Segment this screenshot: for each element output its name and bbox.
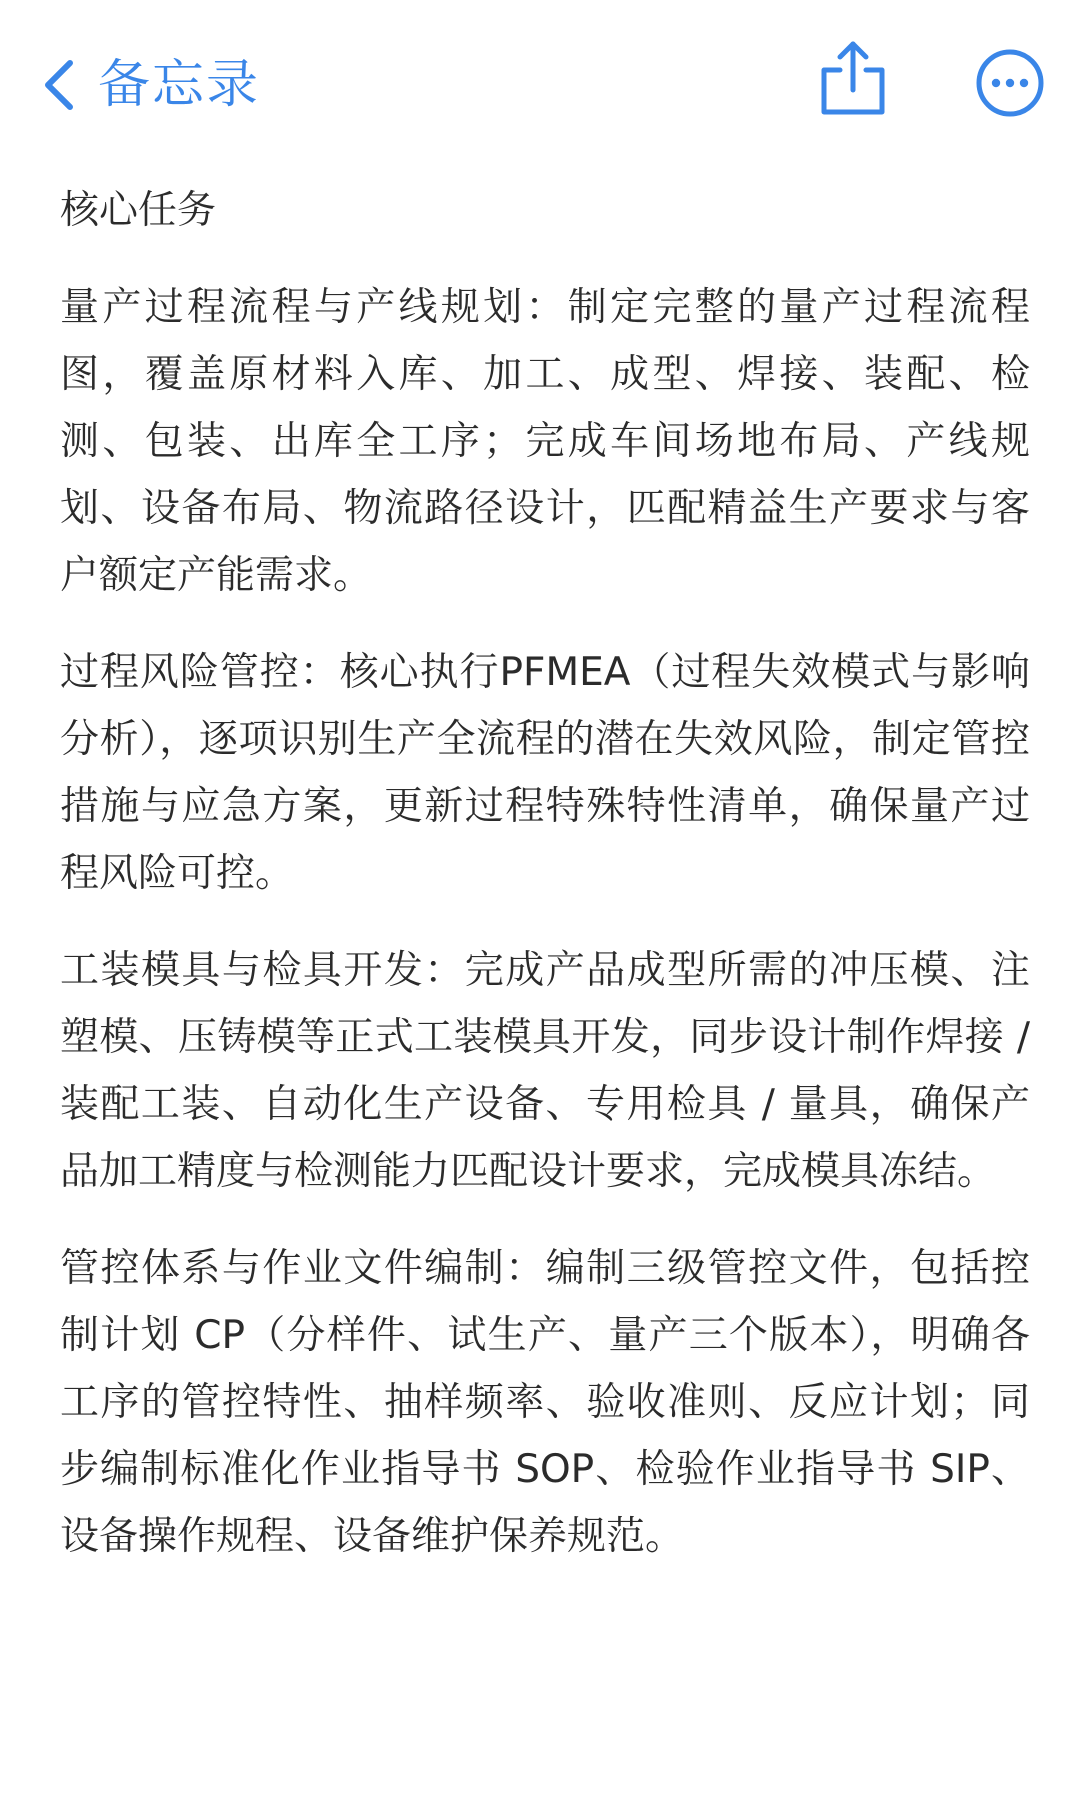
share-icon — [820, 40, 886, 116]
navigation-bar — [0, 0, 1080, 170]
note-title: 核心任务 — [60, 188, 217, 233]
back-button[interactable] — [40, 45, 260, 125]
back-button-label: 备忘录 — [98, 55, 261, 115]
note-paragraph: 工装模具与检具开发：完成产品成型所需的冲压模、注塑模、压铸模等正式工装模具开发，同步设计制作焊接 / 装配工装、自动化生产设备、专用检具 / 量具，确保产品加工精度与检测能力匹配设计要求，完成模具冻结。 — [60, 948, 1030, 1194]
ellipsis-circle-icon — [975, 48, 1045, 118]
share-button[interactable] — [820, 40, 886, 116]
chevron-left-icon — [40, 55, 80, 115]
note-paragraph: 管控体系与作业文件编制：编制三级管控文件，包括控制计划 CP（分样件、试生产、量产三个版本），明确各工序的管控特性、抽样频率、验收准则、反应计划；同步编制标准化作业指导书 SOP、检验作业指导书 SIP、设备操作规程、设备维护保养规范。 — [60, 1246, 1030, 1559]
more-button[interactable] — [975, 48, 1045, 118]
note-paragraph: 过程风险管控：核心执行PFMEA（过程失效模式与影响分析），逐项识别生产全流程的潜在失效风险，制定管控措施与应急方案，更新过程特殊特性清单，确保量产过程风险可控。 — [60, 650, 1030, 896]
note-paragraph: 量产过程流程与产线规划：制定完整的量产过程流程图，覆盖原材料入库、加工、成型、焊接、装配、检测、包装、出库全工序；完成车间场地布局、产线规划、设备布局、物流路径设计，匹配精益生产要求与客户额定产能需求。 — [60, 285, 1030, 598]
note-body[interactable] — [60, 178, 1030, 1600]
